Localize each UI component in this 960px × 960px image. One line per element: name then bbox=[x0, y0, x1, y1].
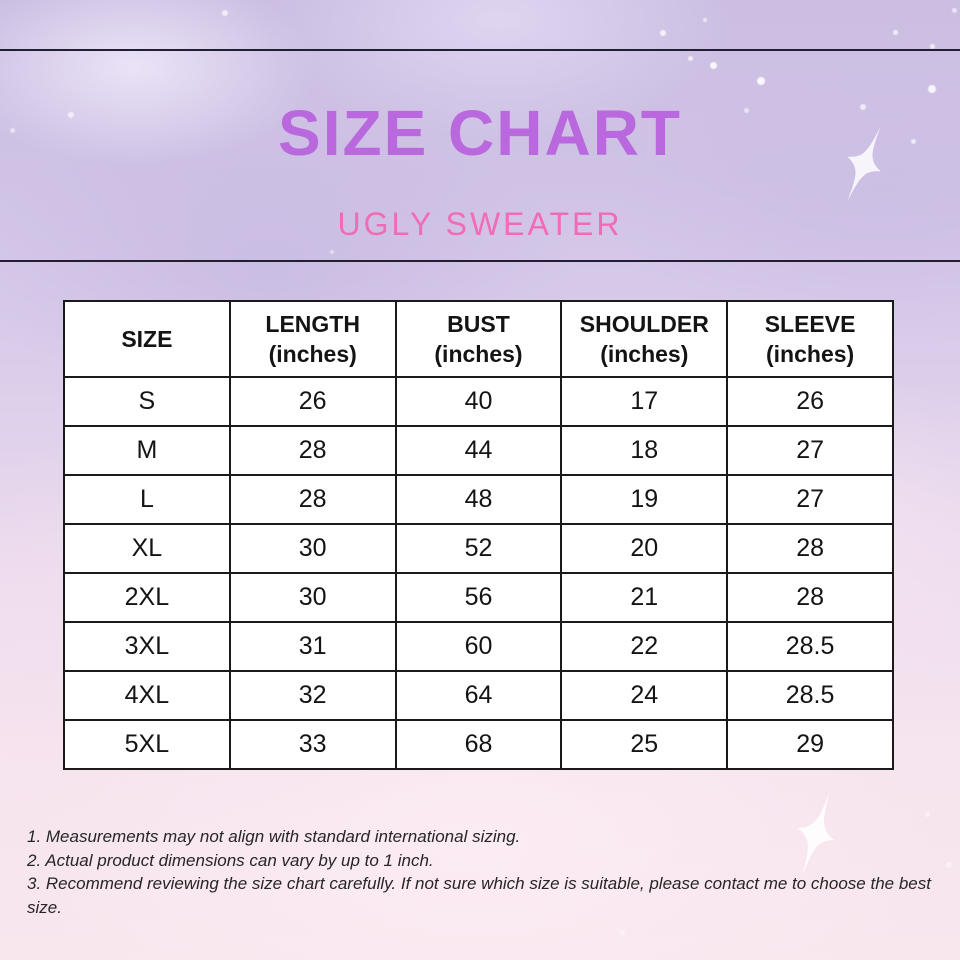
table-row bbox=[64, 720, 893, 769]
table-row bbox=[64, 524, 893, 573]
column-unit: (inches) bbox=[766, 341, 855, 367]
footnotes bbox=[27, 825, 943, 919]
sparkle-dot bbox=[688, 56, 693, 61]
page-subtitle: UGLY SWEATER bbox=[337, 206, 623, 242]
size-cell: 3XL bbox=[64, 622, 230, 671]
bust-cell: 40 bbox=[396, 377, 562, 426]
sleeve-cell: 27 bbox=[727, 426, 893, 475]
size-cell: 5XL bbox=[64, 720, 230, 769]
shoulder-cell: 22 bbox=[561, 622, 727, 671]
shoulder-cell: 21 bbox=[561, 573, 727, 622]
shoulder-cell: 20 bbox=[561, 524, 727, 573]
size-cell: S bbox=[64, 377, 230, 426]
bust-cell: 48 bbox=[396, 475, 562, 524]
column-label: SIZE bbox=[121, 326, 173, 352]
sparkle-dot bbox=[952, 8, 957, 13]
sparkle-dot bbox=[928, 85, 936, 93]
note: 3. Recommend reviewing the size chart carefully. If not sure which size is suitable, please contact me to choose the best size. bbox=[27, 874, 931, 917]
column-header-size bbox=[64, 301, 230, 377]
column-header-length bbox=[230, 301, 396, 377]
bust-cell: 52 bbox=[396, 524, 562, 573]
column-label: SLEEVE bbox=[764, 311, 856, 337]
column-unit: (inches) bbox=[434, 341, 523, 367]
sparkle-dot bbox=[620, 930, 625, 935]
sleeve-cell: 28 bbox=[727, 524, 893, 573]
length-cell: 32 bbox=[230, 671, 396, 720]
size-cell: L bbox=[64, 475, 230, 524]
column-header-shoulder bbox=[561, 301, 727, 377]
note: 1. Measurements may not align with standard international sizing. bbox=[27, 827, 521, 846]
length-cell: 31 bbox=[230, 622, 396, 671]
column-unit: (inches) bbox=[268, 341, 357, 367]
size-cell: M bbox=[64, 426, 230, 475]
length-cell: 26 bbox=[230, 377, 396, 426]
size-table bbox=[63, 300, 894, 770]
table-row bbox=[64, 671, 893, 720]
size-cell: XL bbox=[64, 524, 230, 573]
length-cell: 28 bbox=[230, 426, 396, 475]
table-row bbox=[64, 426, 893, 475]
sparkle-dot bbox=[757, 77, 765, 85]
sparkle-dot bbox=[946, 862, 952, 868]
length-cell: 30 bbox=[230, 573, 396, 622]
column-label: SHOULDER bbox=[579, 311, 709, 337]
table-row bbox=[64, 475, 893, 524]
header-divider-line bbox=[0, 260, 960, 262]
shoulder-cell: 25 bbox=[561, 720, 727, 769]
length-cell: 33 bbox=[230, 720, 396, 769]
table-row bbox=[64, 573, 893, 622]
column-label: LENGTH bbox=[265, 311, 360, 337]
sleeve-cell: 27 bbox=[727, 475, 893, 524]
shoulder-cell: 24 bbox=[561, 671, 727, 720]
size-cell: 4XL bbox=[64, 671, 230, 720]
column-header-sleeve bbox=[727, 301, 893, 377]
column-label: BUST bbox=[447, 311, 510, 337]
note: 2. Actual product dimensions can vary by up to 1 inch. bbox=[27, 850, 434, 870]
bust-cell: 64 bbox=[396, 671, 562, 720]
bust-cell: 60 bbox=[396, 622, 562, 671]
bust-cell: 68 bbox=[396, 720, 562, 769]
shoulder-cell: 17 bbox=[561, 377, 727, 426]
page-title: SIZE CHART bbox=[278, 97, 682, 169]
top-divider-line bbox=[0, 49, 960, 51]
sparkle-dot bbox=[925, 812, 930, 817]
length-cell: 28 bbox=[230, 475, 396, 524]
column-unit: (inches) bbox=[600, 341, 689, 367]
sparkle-dot bbox=[330, 250, 334, 254]
table-row bbox=[64, 622, 893, 671]
table-row bbox=[64, 377, 893, 426]
bust-cell: 44 bbox=[396, 426, 562, 475]
sleeve-cell: 28.5 bbox=[727, 622, 893, 671]
shoulder-cell: 18 bbox=[561, 426, 727, 475]
sleeve-cell: 29 bbox=[727, 720, 893, 769]
size-cell: 2XL bbox=[64, 573, 230, 622]
length-cell: 30 bbox=[230, 524, 396, 573]
table-header-row bbox=[64, 301, 893, 377]
sparkle-dot bbox=[660, 30, 666, 36]
bust-cell: 56 bbox=[396, 573, 562, 622]
sparkle-dot bbox=[703, 18, 707, 22]
sleeve-cell: 26 bbox=[727, 377, 893, 426]
sleeve-cell: 28 bbox=[727, 573, 893, 622]
sparkle-dot bbox=[893, 30, 898, 35]
sleeve-cell: 28.5 bbox=[727, 671, 893, 720]
shoulder-cell: 19 bbox=[561, 475, 727, 524]
sparkle-dot bbox=[222, 10, 228, 16]
column-header-bust bbox=[396, 301, 562, 377]
sparkle-dot bbox=[710, 62, 717, 69]
